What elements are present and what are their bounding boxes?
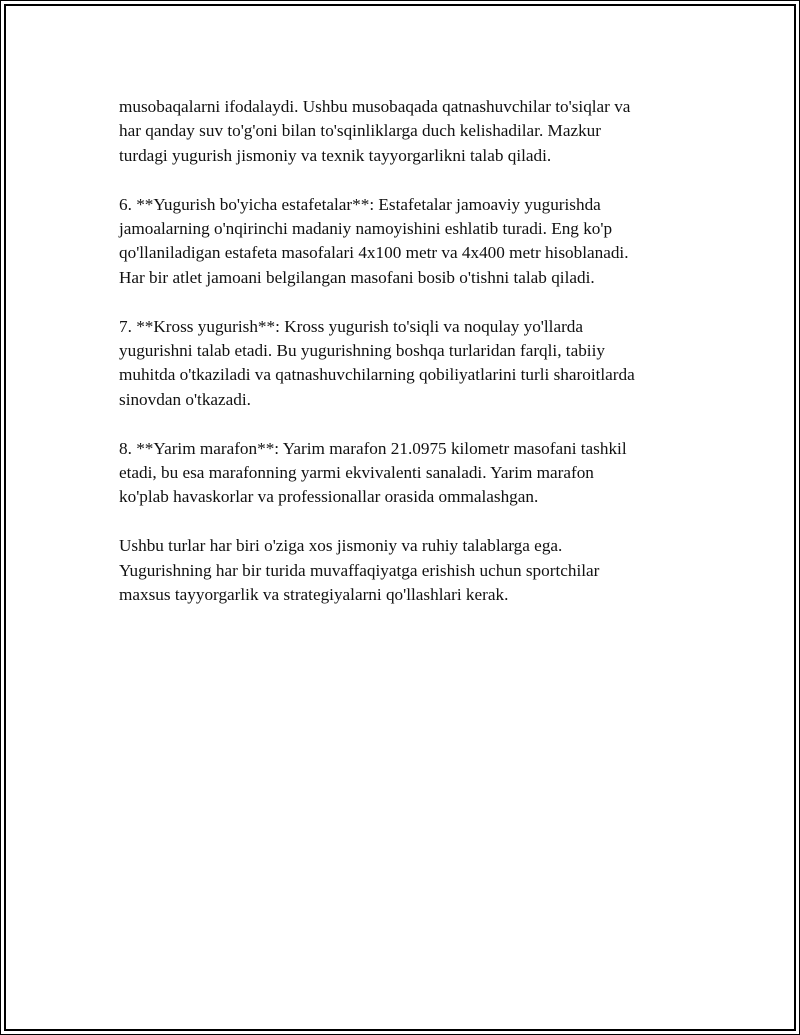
paragraph-relay-races: 6. **Yugurish bo'yicha estafetalar**: Estafetalar jamoaviy yugurishda jamoalarning o'nqirinchi madaniy namoyishini eshlatib turadi. Eng ko'p qo'llaniladigan estafeta masofalari 4x100 metr va 4x400 metr hisoblanadi. Har bir atlet jamoani belgilangan masofani bosib o'tishni talab qiladi.	[119, 194, 629, 287]
paragraph-conclusion: Ushbu turlar har biri o'ziga xos jismoniy va ruhiy talablarga ega. Yugurishning har bir turida muvaffaqiyatga erishish uchun sportchilar maxsus tayyorgarlik va strategiyalarni qo'llashlari kerak.	[119, 536, 600, 605]
document-body	[119, 95, 679, 632]
paragraph-half-marathon: 8. **Yarim marafon**: Yarim marafon 21.0975 kilometr masofani tashkil etadi, bu esa marafonning yarmi ekvivalenti sanaladi. Yarim marafon ko'plab havaskorlar va professionallar orasida ommalashgan.	[119, 438, 627, 507]
paragraph-cross-country: 7. **Kross yugurish**: Kross yugurish to'siqli va noqulay yo'llarda yugurishni talab etadi. Bu yugurishning boshqa turlaridan farqli, tabiiy muhitda o'tkaziladi va qatnashuvchilarning qobiliyatlarini turli sharoitlarda sinovdan o'tkazadi.	[119, 316, 635, 409]
paragraph-intro-continuation: musobaqalarni ifodalaydi. Ushbu musobaqada qatnashuvchilar to'siqlar va har qanday suv to'g'oni bilan to'sqinliklarga duch kelishadilar. Mazkur turdagi yugurish jismoniy va texnik tayyorgarlikni talab qiladi.	[119, 97, 631, 165]
